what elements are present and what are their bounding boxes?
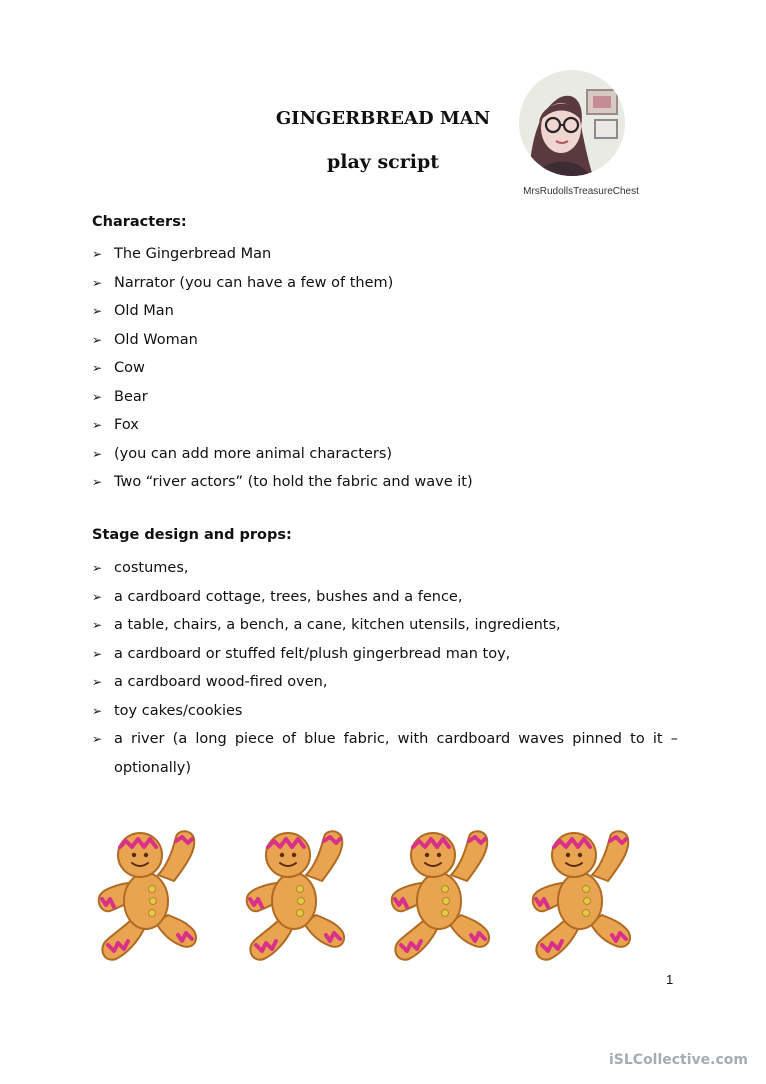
list-item-text: Old Woman (114, 331, 198, 348)
list-item (92, 554, 678, 583)
list-item-text: a cardboard cottage, trees, bushes and a fence, (114, 588, 463, 605)
list-item-text: toy cakes/cookies (114, 702, 243, 719)
document-subtitle: play script (326, 151, 440, 173)
arrow-bullet-icon: ➢ (92, 618, 103, 632)
arrow-bullet-icon: ➢ (92, 389, 103, 404)
list-item (92, 668, 678, 697)
list-item (92, 411, 473, 440)
arrow-bullet-icon: ➢ (92, 589, 103, 604)
list-item-text: Old Man (114, 303, 174, 319)
stage-list (92, 554, 678, 782)
author-avatar (519, 70, 625, 176)
list-item-text: a table, chairs, a bench, a cane, kitchen utensils, ingredients, (114, 617, 561, 633)
arrow-bullet-icon: ➢ (92, 247, 103, 261)
list-item (92, 354, 473, 383)
list-item-text: Bear (114, 388, 148, 405)
arrow-bullet-icon: ➢ (92, 275, 103, 290)
list-item (92, 269, 473, 298)
stage-heading: Stage design and props: (92, 527, 292, 543)
arrow-bullet-icon: ➢ (92, 732, 103, 746)
list-item (92, 583, 678, 612)
arrow-bullet-icon: ➢ (92, 361, 103, 375)
list-item (92, 725, 678, 782)
arrow-bullet-icon: ➢ (92, 646, 103, 661)
document-title: GINGERBREAD MAN (275, 108, 491, 129)
characters-heading: Characters: (92, 214, 187, 230)
list-item-text: a river (a long piece of blue fabric, with cardboard waves pinned to it – optionally) (114, 731, 678, 776)
list-item-text: costumes, (114, 560, 189, 576)
gingerbread-man-icon (530, 823, 640, 968)
arrow-bullet-icon: ➢ (92, 418, 103, 432)
arrow-bullet-icon: ➢ (92, 675, 103, 689)
author-photo-icon (519, 70, 625, 176)
list-item-text: (you can add more animal characters) (114, 445, 393, 462)
arrow-bullet-icon: ➢ (92, 446, 103, 461)
list-item (92, 697, 678, 726)
gingerbread-man-icon (96, 823, 206, 968)
gingerbread-man-icon (389, 823, 499, 968)
gingerbread-man-icon (244, 823, 354, 968)
site-watermark: iSLCollective.com (608, 1052, 748, 1068)
list-item (92, 240, 473, 269)
list-item-text: Fox (114, 417, 139, 433)
list-item-text: The Gingerbread Man (114, 246, 272, 262)
list-item-text: Cow (114, 360, 145, 376)
arrow-bullet-icon: ➢ (92, 304, 103, 318)
arrow-bullet-icon: ➢ (92, 561, 103, 575)
list-item (92, 326, 473, 355)
list-item (92, 440, 473, 469)
arrow-bullet-icon: ➢ (92, 475, 103, 489)
list-item (92, 640, 678, 669)
arrow-bullet-icon: ➢ (92, 703, 103, 718)
avatar-caption: MrsRudollsTreasureChest (523, 186, 639, 197)
list-item-text: Narrator (you can have a few of them) (114, 274, 394, 291)
list-item (92, 297, 473, 326)
characters-list (92, 240, 473, 497)
list-item-text: Two “river actors” (to hold the fabric and wave it) (114, 474, 473, 490)
list-item-text: a cardboard wood-fired oven, (114, 674, 328, 690)
list-item (92, 383, 473, 412)
list-item (92, 468, 473, 497)
list-item (92, 611, 678, 640)
gingerbread-illustrations (96, 823, 656, 968)
list-item-text: a cardboard or stuffed felt/plush gingerbread man toy, (114, 645, 511, 662)
arrow-bullet-icon: ➢ (92, 332, 103, 347)
page-number: 1 (666, 972, 674, 987)
